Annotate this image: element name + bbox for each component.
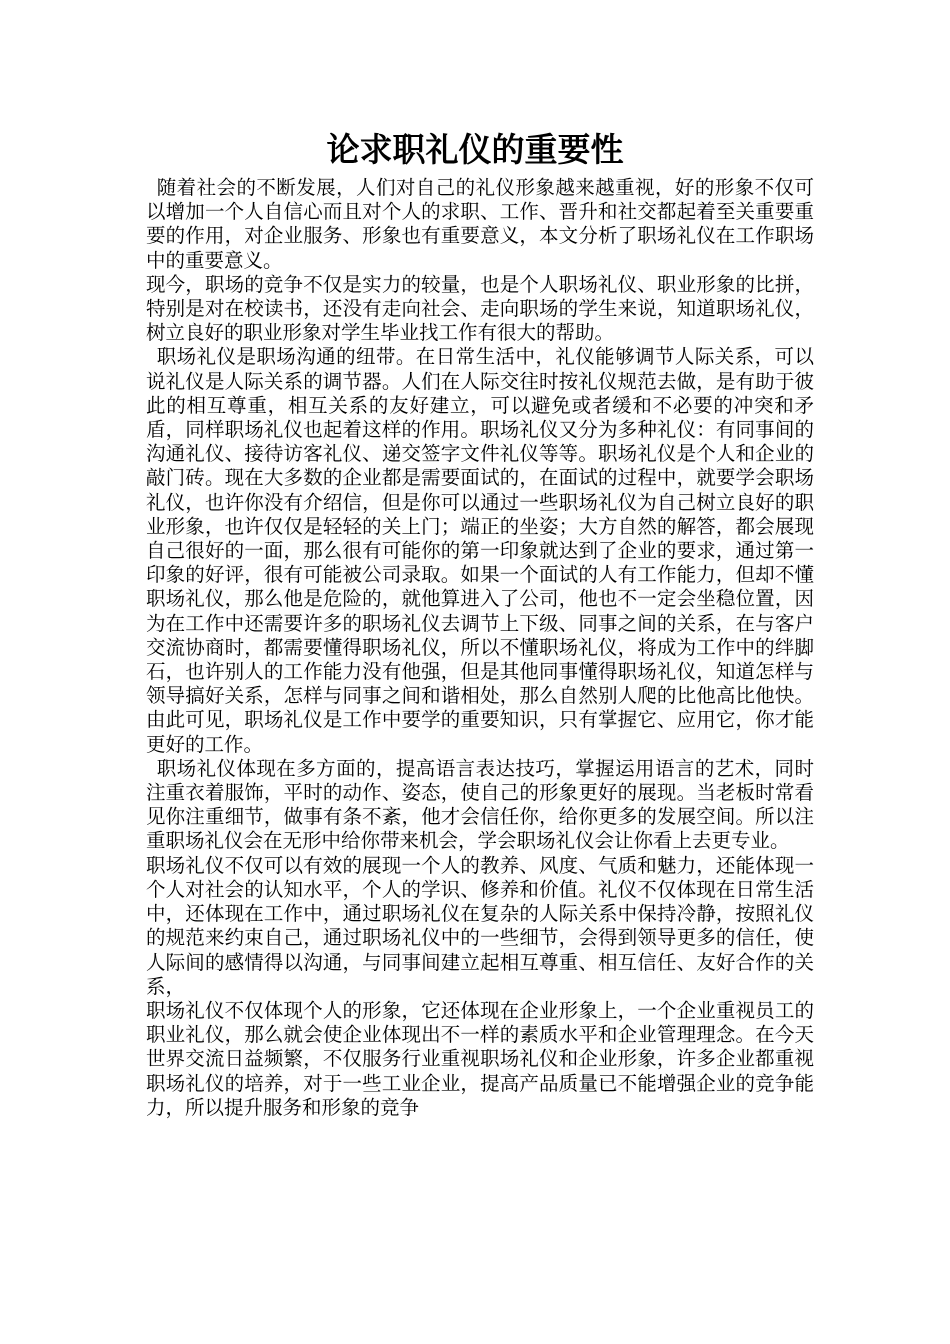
paragraph: 职场礼仪体现在多方面的，提高语言表达技巧，掌握运用语言的艺术，同时注重衣着服饰，平时的动作、姿态，使自己的形象更好的展现。当老板时常看见你注重细节，做事有条不紊，他才会信任你，给你更多的发展空间。所以注重职场礼仪会在无形中给你带来机会，学会职场礼仪会让你看上去更专业。 [146, 756, 814, 853]
paragraph: 职场礼仪是职场沟通的纽带。在日常生活中，礼仪能够调节人际关系，可以说礼仪是人际关系的调节器。人们在人际交往时按礼仪规范去做，是有助于彼此的相互尊重，相互关系的友好建立，可以避免或者缓和不必要的冲突和矛盾，同样职场礼仪也起着这样的作用。职场礼仪又分为多种礼仪：有同事间的沟通礼仪、接待访客礼仪、递交签字文件礼仪等等。职场礼仪是个人和企业的敲门砖。现在大多数的企业都是需要面试的，在面试的过程中，就要学会职场礼仪，也许你没有介绍信，但是你可以通过一些职场礼仪为自己树立良好的职业形象，也许仅仅是轻轻的关上门；端正的坐姿；大方自然的解答，都会展现自己很好的一面，那么很有可能你的第一印象就达到了企业的要求，通过第一印象的好评，很有可能被公司录取。如果一个面试的人有工作能力，但却不懂职场礼仪，那么他是危险的，就他算进入了公司，他也不一定会坐稳位置，因为在工作中还需要许多的职场礼仪去调节上下级、同事之间的关系，在与客户交流协商时，都需要懂得职场礼仪，所以不懂职场礼仪，将成为工作中的绊脚石，也许别人的工作能力没有他强，但是其他同事懂得职场礼仪，知道怎样与领导搞好关系，怎样与同事之间和谐相处，那么自然别人爬的比他高比他快。由此可见，职场礼仪是工作中要学的重要知识，只有掌握它、应用它，你才能更好的工作。 [146, 345, 814, 756]
paragraph: 现今，职场的竞争不仅是实力的较量，也是个人职场礼仪、职业形象的比拼，特别是对在校读书，还没有走向社会、走向职场的学生来说，知道职场礼仪，树立良好的职业形象对学生毕业找工作有很大的帮助。 [146, 272, 814, 345]
document-body [146, 176, 814, 1120]
paragraph: 职场礼仪不仅体现个人的形象，它还体现在企业形象上，一个企业重视员工的职业礼仪，那么就会使企业体现出不一样的素质水平和企业管理理念。在今天世界交流日益频繁，不仅服务行业重视职场礼仪和企业形象，许多企业都重视职场礼仪的培养，对于一些工业企业，提高产品质量已不能增强企业的竞争能力，所以提升服务和形象的竞争 [146, 998, 814, 1119]
paragraph: 随着社会的不断发展，人们对自己的礼仪形象越来越重视，好的形象不仅可以增加一个人自信心而且对个人的求职、工作、晋升和社交都起着至关重要重要的作用，对企业服务、形象也有重要意义，本文分析了职场礼仪在工作职场中的重要意义。 [146, 176, 814, 272]
document-title: 论求职礼仪的重要性 [326, 130, 624, 169]
paragraph: 职场礼仪不仅可以有效的展现一个人的教养、风度、气质和魅力，还能体现一个人对社会的认知水平，个人的学识、修养和价值。礼仪不仅体现在日常生活中，还体现在工作中，通过职场礼仪在复杂的人际关系中保持冷静，按照礼仪的规范来约束自己，通过职场礼仪中的一些细节，会得到领导更多的信任，使人际间的感情得以沟通，与同事间建立起相互尊重、相互信任、友好合作的关系， [146, 853, 814, 998]
